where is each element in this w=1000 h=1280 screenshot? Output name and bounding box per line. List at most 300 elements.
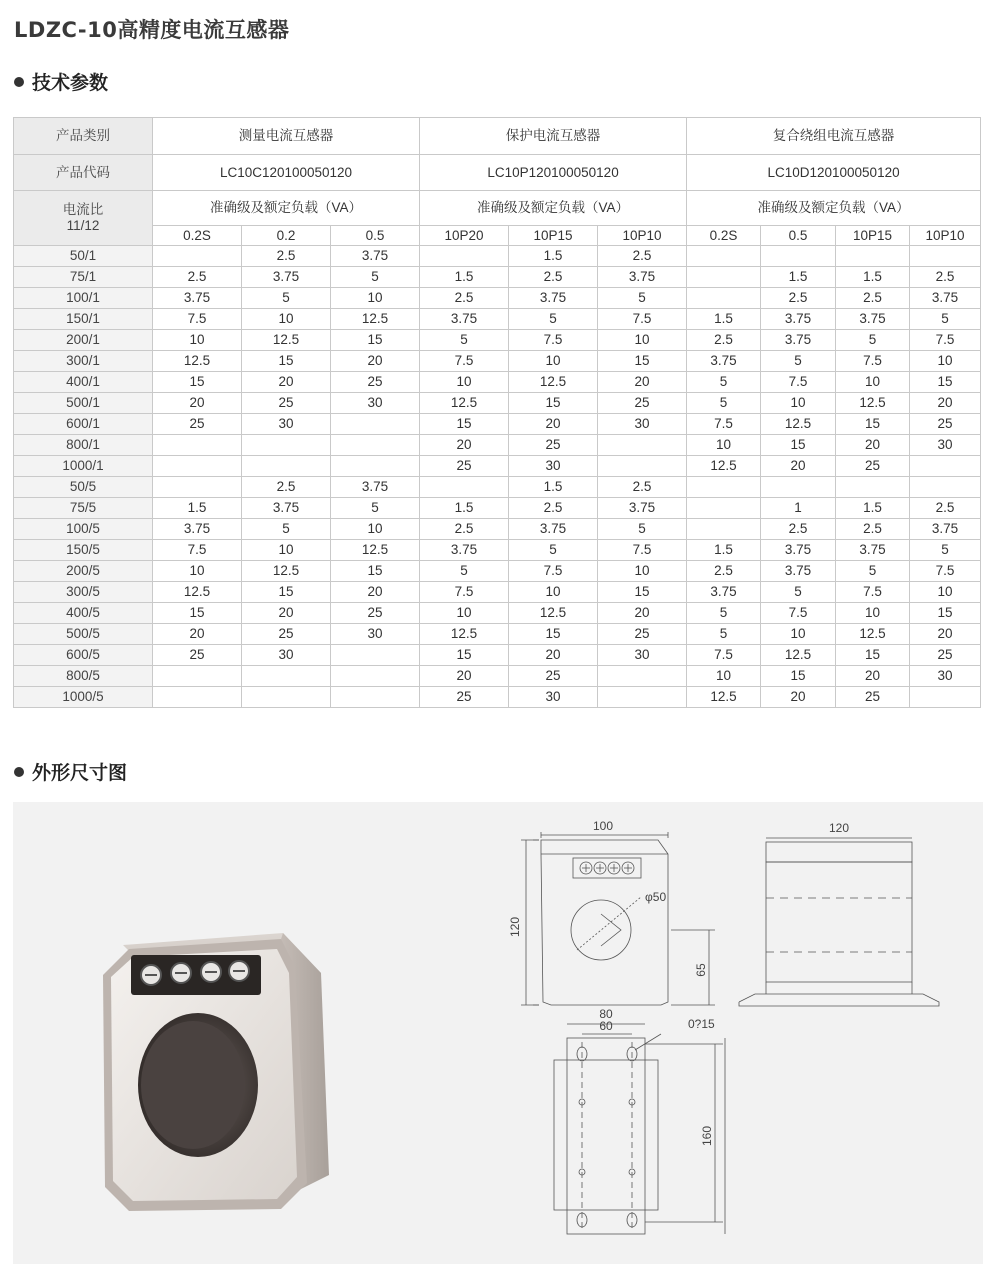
load-value-cell: 7.5 xyxy=(836,351,910,372)
load-value-cell xyxy=(910,477,981,498)
load-value-cell: 3.75 xyxy=(761,540,836,561)
load-value-cell: 7.5 xyxy=(153,540,242,561)
load-value-cell: 2.5 xyxy=(910,267,981,288)
dim-base-outer: 80 xyxy=(599,1007,613,1021)
bullet-icon xyxy=(14,767,24,777)
load-value-cell: 7.5 xyxy=(420,351,509,372)
class-header: 0.2 xyxy=(242,226,331,246)
load-value-cell: 5 xyxy=(420,561,509,582)
load-value-cell: 15 xyxy=(598,351,687,372)
load-value-cell xyxy=(331,435,420,456)
ratio-cell: 75/1 xyxy=(14,267,153,288)
load-value-cell: 2.5 xyxy=(153,267,242,288)
load-value-cell xyxy=(836,246,910,267)
load-value-cell: 7.5 xyxy=(687,645,761,666)
ratio-cell: 150/1 xyxy=(14,309,153,330)
load-value-cell: 12.5 xyxy=(509,372,598,393)
class-header: 0.5 xyxy=(761,226,836,246)
load-value-cell: 15 xyxy=(910,603,981,624)
load-value-cell xyxy=(598,687,687,708)
load-value-cell xyxy=(910,246,981,267)
load-value-cell xyxy=(331,414,420,435)
class-header: 0.2S xyxy=(153,226,242,246)
load-value-cell: 20 xyxy=(331,582,420,603)
dim-base-inner: 60 xyxy=(599,1019,613,1033)
ratio-cell: 50/1 xyxy=(14,246,153,267)
load-value-cell: 10 xyxy=(509,351,598,372)
load-value-cell: 10 xyxy=(242,309,331,330)
table-row xyxy=(14,582,981,603)
load-value-cell: 20 xyxy=(153,393,242,414)
load-value-cell: 5 xyxy=(242,519,331,540)
dim-side-width: 120 xyxy=(828,821,850,835)
load-value-cell: 2.5 xyxy=(761,288,836,309)
dimension-drawing xyxy=(493,802,943,1264)
load-value-cell: 1 xyxy=(761,498,836,519)
table-row xyxy=(14,624,981,645)
ratio-cell: 1000/5 xyxy=(14,687,153,708)
class-header: 10P10 xyxy=(598,226,687,246)
table-row xyxy=(14,540,981,561)
load-value-cell: 7.5 xyxy=(509,561,598,582)
load-value-cell: 2.5 xyxy=(420,288,509,309)
load-value-cell: 5 xyxy=(836,330,910,351)
section-heading-dimensions xyxy=(14,758,127,785)
load-value-cell: 20 xyxy=(598,372,687,393)
load-value-cell: 1.5 xyxy=(420,498,509,519)
table-row xyxy=(14,561,981,582)
bullet-icon xyxy=(14,77,24,87)
load-value-cell xyxy=(242,666,331,687)
transformer-photo xyxy=(93,925,353,1215)
ratio-cell: 600/5 xyxy=(14,645,153,666)
load-value-cell: 20 xyxy=(761,456,836,477)
table-row xyxy=(14,498,981,519)
ratio-cell: 200/1 xyxy=(14,330,153,351)
section-label: 外形尺寸图 xyxy=(32,762,128,784)
load-value-cell: 5 xyxy=(910,540,981,561)
load-value-cell: 3.75 xyxy=(761,309,836,330)
load-value-cell: 30 xyxy=(509,687,598,708)
load-value-cell: 10 xyxy=(509,582,598,603)
load-value-cell: 25 xyxy=(598,624,687,645)
dim-hole-diameter: φ50 xyxy=(645,890,667,904)
load-value-cell xyxy=(242,435,331,456)
load-value-cell: 15 xyxy=(242,351,331,372)
load-value-cell: 2.5 xyxy=(598,246,687,267)
load-value-cell: 20 xyxy=(509,414,598,435)
load-value-cell xyxy=(761,477,836,498)
load-value-cell: 25 xyxy=(331,603,420,624)
load-value-cell: 5 xyxy=(761,582,836,603)
load-value-cell: 10 xyxy=(242,540,331,561)
load-value-cell: 2.5 xyxy=(509,267,598,288)
load-value-cell xyxy=(331,666,420,687)
ratio-cell: 150/5 xyxy=(14,540,153,561)
load-value-cell: 2.5 xyxy=(687,330,761,351)
load-value-cell: 1.5 xyxy=(836,267,910,288)
load-value-cell: 2.5 xyxy=(509,498,598,519)
load-value-cell: 10 xyxy=(331,288,420,309)
load-value-cell: 15 xyxy=(153,372,242,393)
load-value-cell: 12.5 xyxy=(509,603,598,624)
load-value-cell: 7.5 xyxy=(153,309,242,330)
load-value-cell: 3.75 xyxy=(836,309,910,330)
category-row xyxy=(14,118,981,155)
load-value-cell: 30 xyxy=(509,456,598,477)
load-value-cell: 10 xyxy=(153,561,242,582)
load-value-cell: 12.5 xyxy=(153,351,242,372)
load-value-cell xyxy=(761,246,836,267)
load-value-cell: 7.5 xyxy=(420,582,509,603)
load-value-cell: 1.5 xyxy=(509,477,598,498)
load-value-cell: 30 xyxy=(242,645,331,666)
load-value-cell: 3.75 xyxy=(761,561,836,582)
load-value-cell: 10 xyxy=(598,561,687,582)
load-value-cell xyxy=(836,477,910,498)
load-value-cell: 3.75 xyxy=(153,288,242,309)
load-value-cell: 15 xyxy=(420,414,509,435)
product-code: LC10C120100050120 xyxy=(153,155,420,191)
code-row xyxy=(14,155,981,191)
load-value-cell: 5 xyxy=(598,288,687,309)
load-value-cell: 3.75 xyxy=(687,351,761,372)
load-value-cell: 20 xyxy=(509,645,598,666)
load-value-cell: 12.5 xyxy=(331,309,420,330)
load-value-cell xyxy=(687,288,761,309)
front-view-outline xyxy=(541,840,668,1005)
load-value-cell: 1.5 xyxy=(420,267,509,288)
load-value-cell: 12.5 xyxy=(836,393,910,414)
ratio-cell: 600/1 xyxy=(14,414,153,435)
load-value-cell: 7.5 xyxy=(761,372,836,393)
load-value-cell: 7.5 xyxy=(598,309,687,330)
load-value-cell: 12.5 xyxy=(687,456,761,477)
class-header-row xyxy=(14,226,981,246)
load-value-cell: 30 xyxy=(598,414,687,435)
load-value-cell: 3.75 xyxy=(153,519,242,540)
table-row xyxy=(14,519,981,540)
load-value-cell xyxy=(687,477,761,498)
load-value-cell: 7.5 xyxy=(761,603,836,624)
load-value-cell: 3.75 xyxy=(761,330,836,351)
load-value-cell: 20 xyxy=(836,666,910,687)
load-value-cell: 20 xyxy=(598,603,687,624)
load-value-cell: 25 xyxy=(420,687,509,708)
load-value-cell: 12.5 xyxy=(836,624,910,645)
load-value-cell: 7.5 xyxy=(509,330,598,351)
load-value-cell: 5 xyxy=(836,561,910,582)
load-header: 准确级及额定负载（VA） xyxy=(153,191,420,226)
load-value-cell: 30 xyxy=(331,393,420,414)
load-value-cell: 7.5 xyxy=(910,561,981,582)
table-row xyxy=(14,435,981,456)
load-value-cell: 10 xyxy=(153,330,242,351)
load-value-cell: 15 xyxy=(910,372,981,393)
load-value-cell: 15 xyxy=(509,393,598,414)
load-value-cell: 1.5 xyxy=(761,267,836,288)
load-value-cell xyxy=(598,456,687,477)
load-value-cell: 10 xyxy=(910,582,981,603)
table-row xyxy=(14,456,981,477)
table-row xyxy=(14,477,981,498)
load-value-cell: 5 xyxy=(687,372,761,393)
load-value-cell xyxy=(153,666,242,687)
load-value-cell: 10 xyxy=(836,372,910,393)
table-row xyxy=(14,330,981,351)
load-value-cell: 3.75 xyxy=(687,582,761,603)
load-value-cell: 25 xyxy=(836,687,910,708)
load-value-cell: 12.5 xyxy=(242,330,331,351)
group-name: 测量电流互感器 xyxy=(153,118,420,155)
load-value-cell: 15 xyxy=(153,603,242,624)
load-value-cell xyxy=(331,645,420,666)
dim-front-width: 100 xyxy=(592,819,614,833)
load-value-cell xyxy=(153,687,242,708)
ratio-cell: 500/1 xyxy=(14,393,153,414)
load-value-cell: 5 xyxy=(420,330,509,351)
load-value-cell: 20 xyxy=(761,687,836,708)
load-value-cell: 5 xyxy=(331,498,420,519)
load-value-cell xyxy=(687,519,761,540)
load-value-cell xyxy=(153,477,242,498)
group-name: 复合绕组电流互感器 xyxy=(687,118,981,155)
table-row xyxy=(14,288,981,309)
load-value-cell: 10 xyxy=(687,435,761,456)
load-value-cell: 25 xyxy=(153,645,242,666)
class-header: 10P10 xyxy=(910,226,981,246)
load-value-cell: 5 xyxy=(242,288,331,309)
load-value-cell xyxy=(910,456,981,477)
load-value-cell: 3.75 xyxy=(509,288,598,309)
load-value-cell: 15 xyxy=(761,666,836,687)
dim-base-hole: 0?15 xyxy=(688,1017,715,1031)
load-value-cell: 20 xyxy=(420,666,509,687)
load-value-cell: 30 xyxy=(331,624,420,645)
spec-table xyxy=(13,117,981,708)
load-value-cell: 2.5 xyxy=(420,519,509,540)
load-value-cell: 10 xyxy=(420,372,509,393)
load-value-cell xyxy=(242,456,331,477)
load-value-cell: 7.5 xyxy=(910,330,981,351)
code-label: 产品代码 xyxy=(14,155,153,191)
load-value-cell: 25 xyxy=(910,414,981,435)
table-row xyxy=(14,351,981,372)
load-value-cell: 25 xyxy=(242,624,331,645)
load-value-cell: 3.75 xyxy=(331,477,420,498)
load-value-cell: 2.5 xyxy=(761,519,836,540)
table-row xyxy=(14,309,981,330)
ratio-cell: 100/5 xyxy=(14,519,153,540)
table-row xyxy=(14,246,981,267)
load-value-cell: 20 xyxy=(242,603,331,624)
product-code: LC10P120100050120 xyxy=(420,155,687,191)
load-value-cell xyxy=(598,666,687,687)
load-value-cell: 10 xyxy=(420,603,509,624)
load-value-cell: 2.5 xyxy=(242,477,331,498)
load-value-cell: 25 xyxy=(509,666,598,687)
load-value-cell: 10 xyxy=(687,666,761,687)
load-value-cell: 1.5 xyxy=(509,246,598,267)
load-value-cell xyxy=(598,435,687,456)
load-value-cell: 10 xyxy=(836,603,910,624)
load-value-cell: 3.75 xyxy=(910,288,981,309)
table-row xyxy=(14,603,981,624)
ratio-cell: 800/5 xyxy=(14,666,153,687)
load-value-cell xyxy=(153,456,242,477)
load-value-cell: 25 xyxy=(420,456,509,477)
table-row xyxy=(14,267,981,288)
ratio-label-text: 电流比 11/12 xyxy=(62,202,104,233)
table-row xyxy=(14,666,981,687)
table-row xyxy=(14,414,981,435)
load-value-cell: 15 xyxy=(598,582,687,603)
load-value-cell: 12.5 xyxy=(153,582,242,603)
ratio-label xyxy=(14,191,153,246)
ratio-cell: 300/1 xyxy=(14,351,153,372)
dimension-figure-panel xyxy=(13,802,983,1264)
load-value-cell: 3.75 xyxy=(242,267,331,288)
load-header-row xyxy=(14,191,981,226)
load-value-cell: 1.5 xyxy=(153,498,242,519)
ratio-cell: 500/5 xyxy=(14,624,153,645)
load-value-cell xyxy=(420,246,509,267)
load-value-cell: 7.5 xyxy=(598,540,687,561)
load-value-cell: 20 xyxy=(910,624,981,645)
load-value-cell xyxy=(910,687,981,708)
load-value-cell: 2.5 xyxy=(598,477,687,498)
load-value-cell: 5 xyxy=(687,393,761,414)
load-value-cell: 7.5 xyxy=(687,414,761,435)
class-header: 10P15 xyxy=(836,226,910,246)
load-value-cell: 3.75 xyxy=(331,246,420,267)
ratio-cell: 75/5 xyxy=(14,498,153,519)
load-value-cell: 10 xyxy=(598,330,687,351)
load-value-cell: 2.5 xyxy=(836,519,910,540)
load-value-cell: 25 xyxy=(153,414,242,435)
load-value-cell: 12.5 xyxy=(761,645,836,666)
load-value-cell: 3.75 xyxy=(598,267,687,288)
load-value-cell: 20 xyxy=(836,435,910,456)
load-value-cell: 30 xyxy=(242,414,331,435)
load-value-cell: 12.5 xyxy=(420,624,509,645)
load-value-cell: 5 xyxy=(509,309,598,330)
load-value-cell: 5 xyxy=(687,603,761,624)
class-header: 10P15 xyxy=(509,226,598,246)
category-label: 产品类别 xyxy=(14,118,153,155)
table-row xyxy=(14,372,981,393)
load-value-cell: 15 xyxy=(761,435,836,456)
load-value-cell: 10 xyxy=(761,393,836,414)
load-value-cell: 5 xyxy=(910,309,981,330)
ratio-cell: 300/5 xyxy=(14,582,153,603)
load-value-cell xyxy=(331,687,420,708)
load-value-cell: 1.5 xyxy=(836,498,910,519)
class-header: 0.5 xyxy=(331,226,420,246)
table-row xyxy=(14,687,981,708)
load-value-cell xyxy=(153,435,242,456)
load-value-cell: 2.5 xyxy=(910,498,981,519)
load-value-cell: 12.5 xyxy=(331,540,420,561)
load-value-cell: 20 xyxy=(420,435,509,456)
load-value-cell: 10 xyxy=(910,351,981,372)
load-value-cell xyxy=(687,267,761,288)
load-value-cell xyxy=(153,246,242,267)
load-value-cell: 1.5 xyxy=(687,540,761,561)
load-value-cell: 15 xyxy=(420,645,509,666)
table-row xyxy=(14,393,981,414)
load-value-cell: 30 xyxy=(598,645,687,666)
dim-base-height: 160 xyxy=(700,1125,714,1147)
load-value-cell xyxy=(687,498,761,519)
load-value-cell: 25 xyxy=(910,645,981,666)
load-value-cell: 25 xyxy=(598,393,687,414)
load-value-cell: 3.75 xyxy=(836,540,910,561)
load-value-cell: 5 xyxy=(598,519,687,540)
load-value-cell: 20 xyxy=(331,351,420,372)
load-value-cell: 3.75 xyxy=(598,498,687,519)
load-value-cell: 20 xyxy=(910,393,981,414)
section-heading-specs xyxy=(14,68,108,95)
ratio-cell: 400/5 xyxy=(14,603,153,624)
load-value-cell: 15 xyxy=(509,624,598,645)
load-value-cell xyxy=(331,456,420,477)
load-value-cell: 15 xyxy=(836,414,910,435)
load-value-cell: 12.5 xyxy=(420,393,509,414)
ratio-cell: 800/1 xyxy=(14,435,153,456)
load-value-cell: 2.5 xyxy=(242,246,331,267)
load-value-cell: 3.75 xyxy=(509,519,598,540)
group-name: 保护电流互感器 xyxy=(420,118,687,155)
product-code: LC10D120100050120 xyxy=(687,155,981,191)
load-value-cell: 12.5 xyxy=(242,561,331,582)
section-label: 技术参数 xyxy=(32,72,109,94)
load-value-cell: 10 xyxy=(761,624,836,645)
load-value-cell: 5 xyxy=(761,351,836,372)
load-header: 准确级及额定负载（VA） xyxy=(420,191,687,226)
ratio-cell: 50/5 xyxy=(14,477,153,498)
load-value-cell: 25 xyxy=(836,456,910,477)
load-value-cell: 15 xyxy=(331,330,420,351)
ratio-cell: 1000/1 xyxy=(14,456,153,477)
load-value-cell xyxy=(242,687,331,708)
load-value-cell: 25 xyxy=(331,372,420,393)
load-value-cell xyxy=(420,477,509,498)
load-value-cell: 2.5 xyxy=(687,561,761,582)
load-value-cell: 3.75 xyxy=(910,519,981,540)
load-value-cell: 30 xyxy=(910,435,981,456)
table-row xyxy=(14,645,981,666)
load-value-cell: 12.5 xyxy=(687,687,761,708)
ratio-cell: 200/5 xyxy=(14,561,153,582)
load-value-cell: 20 xyxy=(242,372,331,393)
dim-hole-center-height: 65 xyxy=(694,963,708,977)
load-value-cell: 15 xyxy=(331,561,420,582)
load-value-cell xyxy=(687,246,761,267)
load-header: 准确级及额定负载（VA） xyxy=(687,191,981,226)
load-value-cell: 25 xyxy=(509,435,598,456)
load-value-cell: 3.75 xyxy=(420,309,509,330)
load-value-cell: 3.75 xyxy=(420,540,509,561)
ratio-cell: 400/1 xyxy=(14,372,153,393)
load-value-cell: 20 xyxy=(153,624,242,645)
class-header: 0.2S xyxy=(687,226,761,246)
dim-front-height: 120 xyxy=(508,916,522,938)
load-value-cell: 25 xyxy=(242,393,331,414)
page-title: LDZC-10高精度电流互感器 xyxy=(14,18,290,42)
load-value-cell: 30 xyxy=(910,666,981,687)
class-header: 10P20 xyxy=(420,226,509,246)
